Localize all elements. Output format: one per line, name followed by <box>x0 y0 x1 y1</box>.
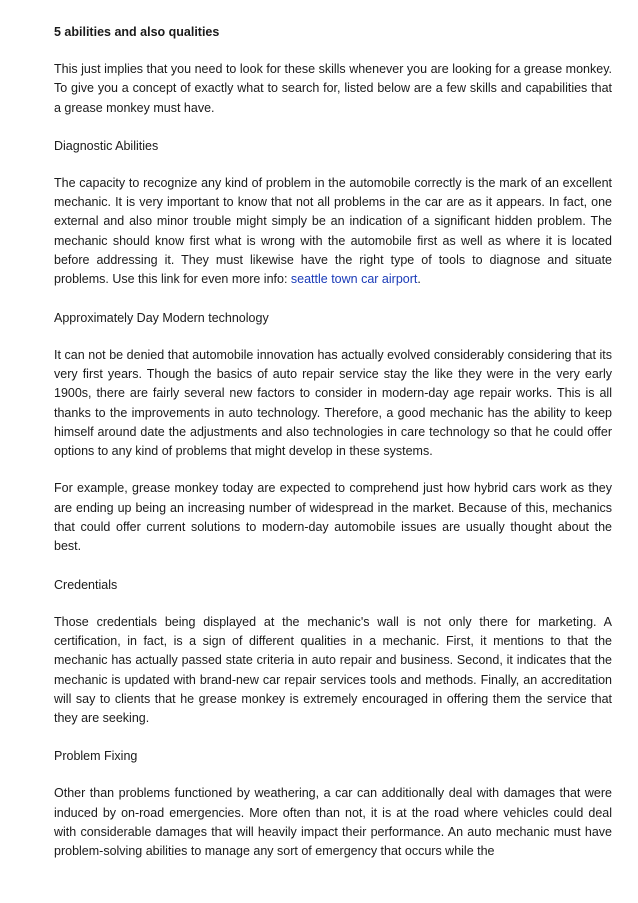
problem-fixing-paragraph: Other than problems functioned by weathering, a car can additionally deal with damages that were induced by on-road emergencies. More often than not, it is at the road where vehicles could deal with considerable damages that will heavily impact their performance. An auto mechanic must have problem-solving abilities to manage any sort of emergency that occurs while the <box>54 786 612 859</box>
technology-paragraph-2: For example, grease monkey today are expected to comprehend just how hybrid cars work as they are ending up being an increasing number of widespread in the market. Because of this, mechanics that could offer current solutions to modern-day automobile issues are usually thought about the best. <box>54 481 612 554</box>
credentials-paragraph: Those credentials being displayed at the mechanic's wall is not only there for marketing. A certification, in fact, is a sign of different qualities in a mechanic. First, it mentions to that the mechanic has actually passed state criteria in auto repair and business. Second, it indicates that the mechanic is updated with brand-new car repair services tools and methods. Finally, an accreditation will say to clients that he grease monkey is extremely encouraged in offering them the service that they are seeking. <box>54 614 612 726</box>
intro-paragraph: This just implies that you need to look for these skills whenever you are looking for a grease monkey. To give you a concept of exactly what to search for, listed below are a few skills and capabilities that a grease monkey must have. <box>54 62 612 115</box>
section-heading-credentials: Credentials <box>54 577 118 592</box>
section-heading-technology: Approximately Day Modern technology <box>54 310 269 325</box>
diagnostic-text: The capacity to recognize any kind of problem in the automobile correctly is the mark of an excellent mechanic. It is very important to know that not all problems in the car are as it appears. In fact, one external and also minor trouble might simply be an indication of a significant hidden problem. The mechanic should know first what is wrong with the automobile first as well as where it is located before addressing it. They must likewise have the right type of tools to diagnose and situate problems. Use this link for even more info: <box>54 175 612 287</box>
technology-paragraph-1: It can not be denied that automobile innovation has actually evolved considerably considering that its very first years. Though the basics of auto repair service stay the like they were in the very early 1900s, there are fairly several new factors to consider in modern-day age repair works. This is all thanks to the improvements in auto technology. Therefore, a good mechanic has the ability to keep himself around date the adjustments and also technologies in care technology so that he could offer options to any kind of problems that might develop in these systems. <box>54 347 612 459</box>
seattle-town-car-airport-link[interactable]: seattle town car airport <box>290 272 418 287</box>
document-title: 5 abilities and also qualities <box>54 25 220 39</box>
document-page <box>54 22 612 880</box>
section-heading-diagnostic: Diagnostic Abilities <box>54 138 159 153</box>
diagnostic-paragraph <box>54 174 612 290</box>
diagnostic-text-end: . <box>417 272 421 287</box>
section-heading-problem-fixing: Problem Fixing <box>54 749 138 764</box>
